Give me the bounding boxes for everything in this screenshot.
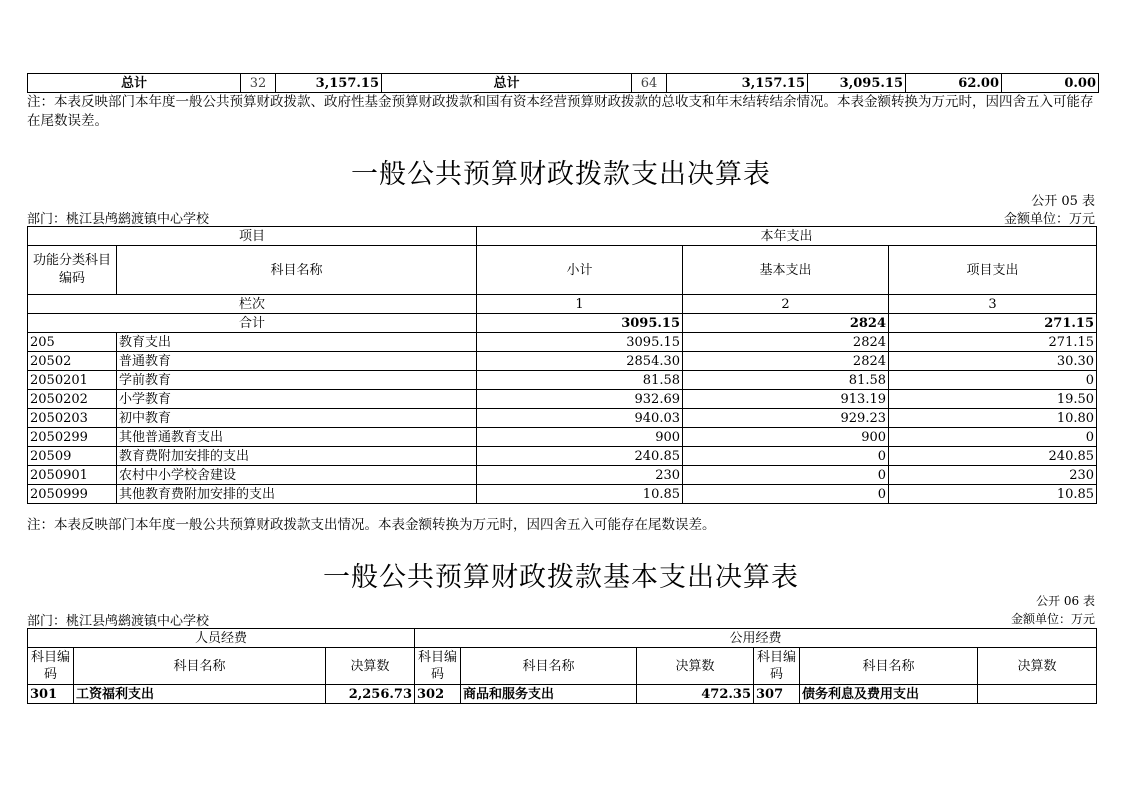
table-row [28, 352, 1097, 371]
subtotal-cell: 10.85 [477, 485, 683, 504]
project-cell: 19.50 [889, 390, 1097, 409]
header-code: 科目编码 [754, 648, 800, 685]
lanci-label: 栏次 [28, 295, 477, 314]
expense-total: 3,157.15 [667, 74, 808, 93]
subtotal-cell: 240.85 [477, 447, 683, 466]
header-name: 科目名称 [800, 648, 978, 685]
amount-cell: 472.35 [637, 685, 754, 704]
name-cell: 教育支出 [117, 333, 477, 352]
basic-cell: 0 [683, 447, 889, 466]
code-cell: 20509 [28, 447, 117, 466]
basic-cell: 913.19 [683, 390, 889, 409]
header-amount: 决算数 [978, 648, 1097, 685]
name-cell: 学前教育 [117, 371, 477, 390]
basic-cell: 2824 [683, 352, 889, 371]
table-row [28, 390, 1097, 409]
code-cell: 2050999 [28, 485, 117, 504]
basic-cell: 900 [683, 428, 889, 447]
subtotal-cell: 230 [477, 466, 683, 485]
name-cell: 债务利息及费用支出 [800, 685, 978, 704]
total-basic: 2824 [683, 314, 889, 333]
total-project: 271.15 [889, 314, 1097, 333]
subtotal-cell: 900 [477, 428, 683, 447]
table-code: 公开 05 表 [1031, 194, 1095, 209]
name-cell: 普通教育 [117, 352, 477, 371]
subtotal-cell: 81.58 [477, 371, 683, 390]
note-expense: 注：本表反映部门本年度一般公共预算财政拨款支出情况。本表金额转换为万元时，因四舍五入可能存在尾数误差。 [27, 517, 716, 533]
basic-cell: 929.23 [683, 409, 889, 428]
table-row [28, 409, 1097, 428]
name-cell: 商品和服务支出 [461, 685, 637, 704]
project-cell: 10.85 [889, 485, 1097, 504]
col-number: 3 [889, 295, 1097, 314]
header-item: 项目 [28, 227, 477, 246]
project-cell: 271.15 [889, 333, 1097, 352]
basic-cell: 2824 [683, 333, 889, 352]
row-number: 32 [241, 74, 276, 93]
code-cell: 2050202 [28, 390, 117, 409]
subtotal-cell: 940.03 [477, 409, 683, 428]
table-row [28, 466, 1097, 485]
expense-value: 0.00 [1002, 74, 1099, 93]
header-code: 功能分类科目编码 [28, 246, 117, 295]
code-cell: 2050201 [28, 371, 117, 390]
header-amount: 决算数 [637, 648, 754, 685]
department-label: 部门：桃江县鸬鹚渡镇中心学校 [27, 614, 210, 629]
table-row [28, 371, 1097, 390]
subtotal-cell: 2854.30 [477, 352, 683, 371]
project-cell: 30.30 [889, 352, 1097, 371]
code-cell: 2050901 [28, 466, 117, 485]
table-code: 公开 06 表 [1036, 594, 1095, 608]
code-cell: 307 [754, 685, 800, 704]
expense-value: 3,095.15 [808, 74, 906, 93]
code-cell: 302 [415, 685, 461, 704]
project-cell: 240.85 [889, 447, 1097, 466]
header-name: 科目名称 [74, 648, 326, 685]
table-row [28, 74, 1099, 93]
header-amount: 决算数 [326, 648, 415, 685]
table-row [28, 485, 1097, 504]
basic-expense-table [27, 628, 1097, 704]
subtotal-cell: 932.69 [477, 390, 683, 409]
header-project: 项目支出 [889, 246, 1097, 295]
code-cell: 20502 [28, 352, 117, 371]
expense-value: 62.00 [906, 74, 1002, 93]
total-label: 总计 [382, 74, 632, 93]
code-cell: 2050299 [28, 428, 117, 447]
name-cell: 初中教育 [117, 409, 477, 428]
project-cell: 230 [889, 466, 1097, 485]
name-cell: 教育费附加安排的支出 [117, 447, 477, 466]
header-name: 科目名称 [461, 648, 637, 685]
table-row [28, 447, 1097, 466]
amount-cell [978, 685, 1097, 704]
header-basic: 基本支出 [683, 246, 889, 295]
total-label: 总计 [28, 74, 241, 93]
code-cell: 205 [28, 333, 117, 352]
header-name: 科目名称 [117, 246, 477, 295]
total-subtotal: 3095.15 [477, 314, 683, 333]
expense-table [27, 226, 1097, 504]
table-row [28, 333, 1097, 352]
project-cell: 10.80 [889, 409, 1097, 428]
col-number: 2 [683, 295, 889, 314]
project-cell: 0 [889, 428, 1097, 447]
total-label: 合计 [28, 314, 477, 333]
header-code: 科目编码 [28, 648, 74, 685]
row-number: 64 [632, 74, 667, 93]
name-cell: 其他教育费附加安排的支出 [117, 485, 477, 504]
header-code: 科目编码 [415, 648, 461, 685]
table-row [28, 428, 1097, 447]
department-label: 部门：桃江县鸬鹚渡镇中心学校 [27, 212, 210, 227]
header-subtotal: 小计 [477, 246, 683, 295]
header-personnel: 人员经费 [28, 629, 415, 648]
basic-cell: 0 [683, 485, 889, 504]
header-public: 公用经费 [415, 629, 1097, 648]
name-cell: 其他普通教育支出 [117, 428, 477, 447]
basic-cell: 81.58 [683, 371, 889, 390]
amount-cell: 2,256.73 [326, 685, 415, 704]
page-title: 一般公共预算财政拨款基本支出决算表 [323, 562, 799, 593]
note-summary: 注：本表反映部门本年度一般公共预算财政拨款、政府性基金预算财政拨款和国有资本经营预算财政拨款的总收支和年末结转结余情况。本表金额转换为万元时，因四舍五入可能存在尾数误差。 [27, 94, 1094, 129]
col-number: 1 [477, 295, 683, 314]
code-cell: 301 [28, 685, 74, 704]
name-cell: 农村中小学校舍建设 [117, 466, 477, 485]
name-cell: 工资福利支出 [74, 685, 326, 704]
code-cell: 2050203 [28, 409, 117, 428]
unit-label: 金额单位：万元 [1003, 212, 1095, 227]
unit-label: 金额单位：万元 [1010, 612, 1095, 626]
basic-cell: 0 [683, 466, 889, 485]
project-cell: 0 [889, 371, 1097, 390]
income-total: 3,157.15 [276, 74, 382, 93]
summary-total-table [27, 73, 1099, 93]
name-cell: 小学教育 [117, 390, 477, 409]
page-title: 一般公共预算财政拨款支出决算表 [351, 159, 771, 190]
subtotal-cell: 3095.15 [477, 333, 683, 352]
table-row [28, 685, 1097, 704]
header-year-expense: 本年支出 [477, 227, 1097, 246]
